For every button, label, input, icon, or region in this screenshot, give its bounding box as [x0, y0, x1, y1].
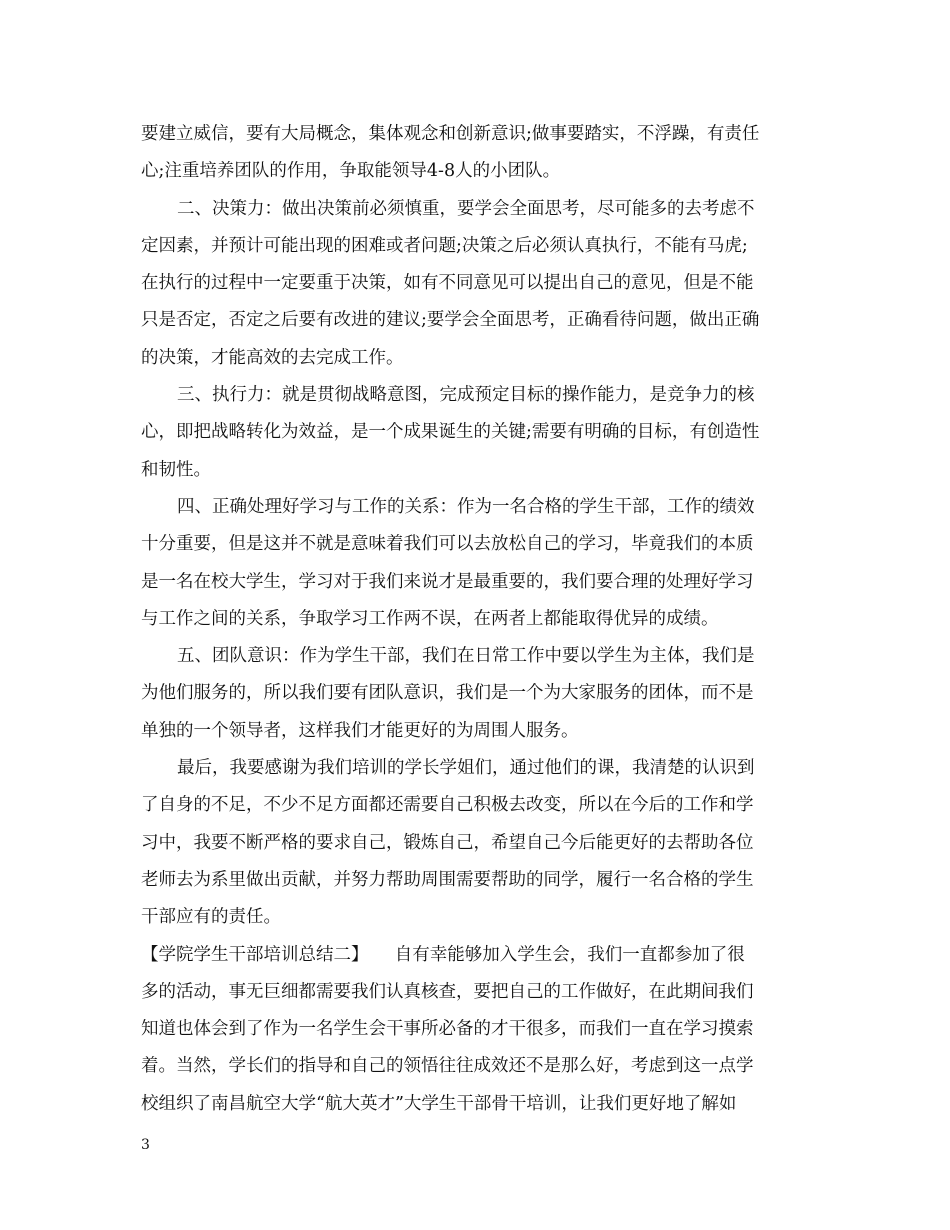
- paragraph-start-line: 四、正确处理好学习与工作的关系：作为一名合格的学生干部，工作的绩效: [177, 496, 755, 517]
- text-line: 心，即把战略转化为效益，是一个成果诞生的关键;需要有明确的目标，有创造性: [141, 422, 760, 443]
- text-line: 和韧性。: [141, 459, 211, 480]
- paragraph-start-line: 五、团队意识：作为学生干部，我们在日常工作中要以学生为主体，我们是: [177, 646, 755, 667]
- section-heading-line: 【学院学生干部培训总结二】 自有幸能够加入学生会，我们一直都参加了很: [141, 944, 745, 965]
- text-line: 定因素，并预计可能出现的困难或者问题;决策之后必须认真执行，不能有马虎;: [141, 235, 748, 256]
- text-line: 习中，我要不断严格的要求自己，锻炼自己，希望自己今后能更好的去帮助各位: [141, 832, 754, 853]
- document-body: [141, 116, 811, 1123]
- text-line: 是一名在校大学生，学习对于我们来说才是最重要的，我们要合理的处理好学习: [141, 571, 754, 592]
- text-line: 干部应有的责任。: [141, 907, 281, 928]
- text-line: 要建立威信，要有大局概念，集体观念和创新意识;做事要踏实，不浮躁，有责任: [141, 124, 760, 144]
- paragraph-start-line: 二、决策力：做出决策前必须慎重，要学会全面思考，尽可能多的去考虑不: [177, 198, 755, 219]
- page-number: 3: [141, 1137, 150, 1153]
- text-line: 老师去为系里做出贡献，并努力帮助周围需要帮助的同学，履行一名合格的学生: [141, 869, 754, 890]
- text-line: 的决策，才能高效的去完成工作。: [141, 347, 404, 368]
- paragraph-start-line: 最后，我要感谢为我们培训的学长学姐们，通过他们的课，我清楚的认识到: [177, 758, 755, 779]
- text-line: 与工作之间的关系，争取学习工作两不误，在两者上都能取得优异的成绩。: [141, 608, 719, 629]
- text-line: 校组织了南昌航空大学“航大英才”大学生干部骨干培训，让我们更好地了解如: [141, 1093, 737, 1114]
- text-line: 只是否定，否定之后要有改进的建议;要学会全面思考，正确看待问题，做出正确: [141, 310, 760, 331]
- text-line: 十分重要，但是这并不就是意味着我们可以去放松自己的学习，毕竟我们的本质: [141, 534, 754, 555]
- text-line: 单独的一个领导者，这样我们才能更好的为周围人服务。: [141, 720, 579, 741]
- text-line: 在执行的过程中一定要重于决策，如有不同意见可以提出自己的意见，但是不能: [141, 273, 754, 294]
- text-line: 为他们服务的，所以我们要有团队意识，我们是一个为大家服务的团体，而不是: [141, 683, 754, 704]
- text-line: 着。当然，学长们的指导和自己的领悟往往成效还不是那么好，考虑到这一点学: [141, 1056, 754, 1077]
- paragraph-start-line: 三、执行力：就是贯彻战略意图，完成预定目标的操作能力，是竞争力的核: [177, 385, 755, 406]
- text-line: 知道也体会到了作为一名学生会干事所必备的才干很多，而我们一直在学习摸索: [141, 1019, 754, 1040]
- text-line: 了自身的不足，不少不足方面都还需要自己积极去改变，所以在今后的工作和学: [141, 795, 754, 816]
- text-line: 多的活动，事无巨细都需要我们认真核查，要把自己的工作做好，在此期间我们: [141, 981, 754, 1002]
- text-line: 心;注重培养团队的作用，争取能领导4-8人的小团队。: [141, 161, 561, 182]
